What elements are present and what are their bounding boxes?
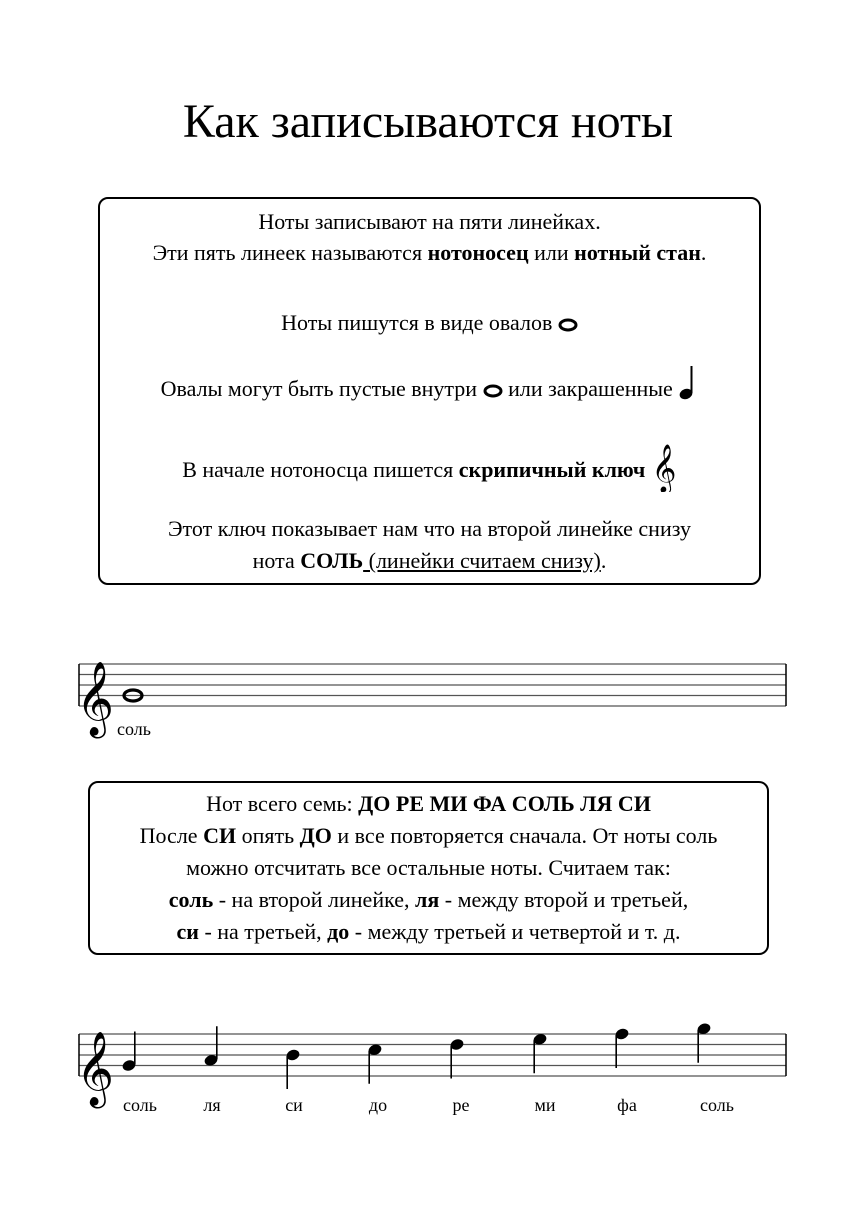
intro-line-4 (100, 375, 759, 403)
notes-text: опять (236, 823, 300, 848)
intro-text: . (700, 240, 707, 265)
term-lya: ля (415, 887, 440, 912)
intro-line-6: Этот ключ показывает нам что на второй линейке снизу (168, 516, 691, 541)
underlined-note: (линейки считаем снизу) (363, 548, 601, 573)
intro-text: Ноты пишутся в виде овалов (281, 310, 553, 335)
note-label: си (285, 1095, 303, 1115)
note-names: ДО РЕ МИ ФА СОЛЬ ЛЯ СИ (358, 791, 651, 816)
note-head (121, 1059, 137, 1073)
notes-text: После (139, 823, 204, 848)
note-head (124, 690, 142, 701)
term-treble-clef: скрипичный ключ (458, 457, 646, 483)
notes-line-2 (90, 822, 767, 850)
page-title: Как записываются ноты (182, 95, 674, 148)
intro-line-7 (100, 547, 759, 575)
treble-clef-icon: 𝄞 (76, 1032, 114, 1106)
term-sol: СОЛЬ (300, 548, 364, 573)
notes-text: - на второй линейке, (213, 887, 416, 912)
notes-line-4 (90, 886, 767, 914)
term-notonosec: нотоносец (427, 240, 529, 265)
term-si: си (176, 919, 199, 944)
staff-2-notes (121, 1022, 712, 1089)
term-si: СИ (203, 823, 237, 848)
note-label: соль (117, 719, 151, 739)
intro-text: В начале нотоносца пишется (182, 457, 459, 483)
note-head (614, 1027, 630, 1041)
note-head (203, 1053, 219, 1067)
intro-text: Овалы могут быть пустые внутри (160, 376, 478, 401)
notes-line-5 (90, 918, 767, 946)
note-label: соль (700, 1095, 734, 1115)
treble-clef-icon (651, 440, 677, 492)
staff-1-notes (124, 690, 142, 701)
term-do: ДО (299, 823, 332, 848)
term-do: до (327, 919, 350, 944)
svg-text:𝄞: 𝄞 (651, 443, 677, 492)
intro-text: Эти пять линеек называются (152, 240, 428, 265)
quarter-note-icon (678, 365, 698, 401)
term-notny-stan: нотный стан (574, 240, 701, 265)
intro-text: . (600, 548, 607, 573)
notes-text: - на третьей, (198, 919, 328, 944)
intro-line-5 (100, 443, 759, 492)
note-head (532, 1032, 548, 1046)
intro-text: или закрашенные (508, 376, 673, 401)
note-label: до (368, 1095, 388, 1115)
intro-box (98, 197, 761, 585)
notes-text: - между второй и третьей, (439, 887, 689, 912)
note-head (449, 1038, 465, 1052)
note-label: ми (534, 1095, 556, 1115)
term-sol: соль (168, 887, 214, 912)
note-head (696, 1022, 712, 1036)
notes-text: - между третьей и четвертой и т. д. (349, 919, 681, 944)
whole-note-icon (483, 384, 503, 398)
whole-note-icon (558, 318, 578, 332)
note-label: ля (203, 1095, 221, 1115)
notes-line-3: можно отсчитать все остальные ноты. Считаем так: (186, 855, 671, 880)
staff-2-lines (76, 1032, 786, 1109)
note-head (367, 1043, 383, 1057)
intro-line-2 (100, 239, 759, 267)
notes-text: и все повторяется сначала. От ноты соль (331, 823, 718, 848)
intro-line-3 (100, 309, 759, 337)
intro-text: нота (252, 548, 301, 573)
note-head (285, 1048, 301, 1062)
note-label: ре (452, 1095, 470, 1115)
staff-1-lines (76, 662, 786, 739)
intro-line-1: Ноты записывают на пяти линейках. (258, 209, 601, 234)
intro-text: или (528, 240, 575, 265)
treble-clef-icon: 𝄞 (76, 662, 114, 736)
note-label: соль (123, 1095, 157, 1115)
notes-box (88, 781, 769, 955)
note-label: фа (617, 1095, 637, 1115)
notes-line-1 (90, 790, 767, 818)
notes-text: Нот всего семь: (206, 791, 359, 816)
